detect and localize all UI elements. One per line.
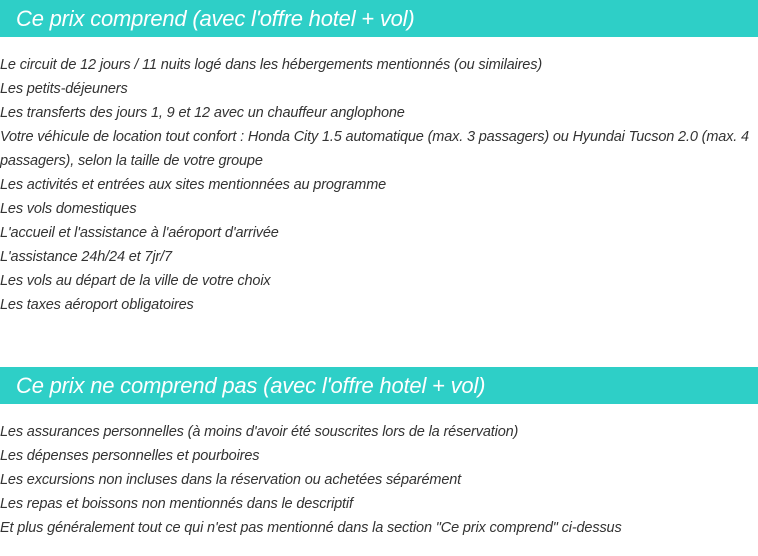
- list-item: Les petits-déjeuners: [0, 81, 128, 97]
- list-item: Et plus généralement tout ce qui n'est pas mentionné dans la section "Ce prix comprend" ci-dessus: [0, 520, 622, 536]
- list-item: Le circuit de 12 jours / 11 nuits logé dans les hébergements mentionnés (ou similaires): [0, 57, 543, 73]
- list-item: L'accueil et l'assistance à l'aéroport d'arrivée: [0, 225, 279, 241]
- excludes-section-header: [0, 367, 758, 404]
- list-item: Les activités et entrées aux sites mentionnées au programme: [0, 177, 387, 193]
- list-item: Votre véhicule de location tout confort : Honda City 1.5 automatique (max. 3 passagers) ou Hyundai Tucson 2.0 (max. 4 passagers), selon la taille de votre groupe: [0, 129, 749, 169]
- list-item: Les taxes aéroport obligatoires: [0, 297, 194, 313]
- includes-list: [0, 53, 758, 317]
- list-item: Les repas et boissons non mentionnés dans le descriptif: [0, 496, 353, 512]
- list-item: Les vols domestiques: [0, 201, 137, 217]
- list-item: Les vols au départ de la ville de votre choix: [0, 273, 271, 289]
- list-item: Les dépenses personnelles et pourboires: [0, 448, 260, 464]
- includes-section-title: Ce prix comprend (avec l'offre hotel + vol): [16, 5, 415, 31]
- includes-section-header: [0, 0, 758, 37]
- list-item: Les transferts des jours 1, 9 et 12 avec un chauffeur anglophone: [0, 105, 405, 121]
- excludes-section-title: Ce prix ne comprend pas (avec l'offre hotel + vol): [16, 372, 486, 398]
- excludes-list: [0, 420, 758, 540]
- list-item: Les assurances personnelles (à moins d'avoir été souscrites lors de la réservation): [0, 424, 519, 440]
- list-item: L'assistance 24h/24 et 7jr/7: [0, 249, 172, 265]
- list-item: Les excursions non incluses dans la réservation ou achetées séparément: [0, 472, 462, 488]
